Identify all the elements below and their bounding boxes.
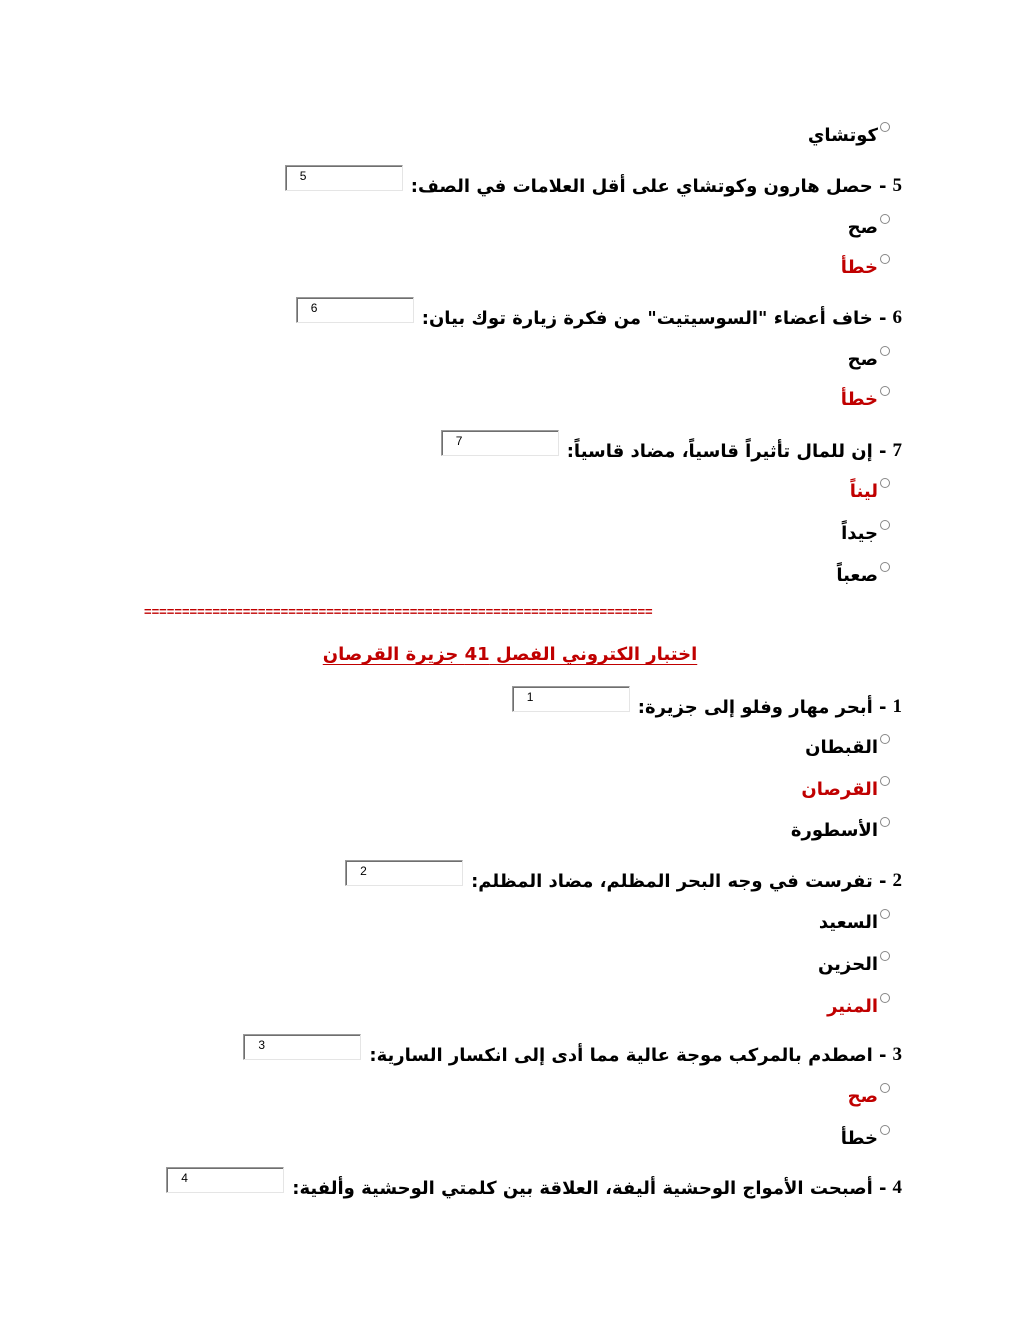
option-alqubtan[interactable] [805,734,890,760]
answer-input[interactable]: 3 [243,1034,361,1060]
answer-input[interactable]: 5 [285,165,403,191]
option-alustura[interactable] [791,817,890,843]
radio-button-icon[interactable] [880,386,890,396]
question-number: 5 [892,175,902,196]
section-title: اختبار الكتروني الفصل 41 جزيرة القرصان [322,644,698,665]
question-text: - إن للمال تأثيراً قاسياً، مضاد قاسياً: [566,440,887,462]
option-alqursan[interactable] [801,776,890,802]
question-number: 3 [892,1044,902,1065]
radio-button-icon[interactable] [880,254,890,264]
answer-input[interactable]: 4 [166,1167,284,1193]
option-saban[interactable] [836,562,890,588]
question-number: 2 [892,870,902,891]
question-text: - خاف أعضاء "السوسيتيت" من فكرة زيارة توك بيان: [421,307,887,329]
radio-button-icon[interactable] [880,993,890,1003]
option-label: جيداً [841,522,878,544]
radio-button-icon[interactable] [880,122,890,132]
question-1 [512,692,902,722]
separator-line: =================================================================== [144,604,653,619]
radio-button-icon[interactable] [880,1083,890,1093]
radio-button-icon[interactable] [880,909,890,919]
question-text: - تفرست في وجه البحر المظلم، مضاد المظلم: [471,870,887,892]
option-alsaeed[interactable] [819,909,890,935]
radio-button-icon[interactable] [880,817,890,827]
option-almuneer[interactable] [827,993,890,1019]
option-label: خطأ [840,256,878,278]
option-label: صح [847,348,878,370]
question-7 [441,436,902,466]
radio-button-icon[interactable] [880,1125,890,1135]
option-label: القبطان [805,736,878,758]
answer-input[interactable]: 2 [345,860,463,886]
question-2 [345,866,902,896]
question-5 [285,171,902,201]
option-khata[interactable] [841,1125,890,1151]
option-khata[interactable] [841,386,890,412]
option-label: كوتشاي [807,124,878,146]
option-label: صح [847,216,878,238]
radio-button-icon[interactable] [880,346,890,356]
radio-button-icon[interactable] [880,520,890,530]
question-number: 4 [892,1177,902,1198]
option-label: السعيد [818,911,878,933]
option-label: صعباً [836,564,878,586]
radio-button-icon[interactable] [880,478,890,488]
option-label: المنير [827,995,878,1017]
answer-input[interactable]: 1 [512,686,630,712]
question-number: 6 [892,307,902,328]
option-label: الحزين [817,953,878,975]
question-6 [296,303,902,333]
radio-button-icon[interactable] [880,734,890,744]
option-sah[interactable] [848,1083,890,1109]
option-kotshay[interactable] [808,122,890,148]
question-text: - حصل هارون وكوتشاي على أقل العلامات في الصف: [410,175,887,197]
answer-input[interactable]: 6 [296,297,414,323]
answer-input[interactable]: 7 [441,430,559,456]
option-jayyidan[interactable] [841,520,890,546]
radio-button-icon[interactable] [880,776,890,786]
question-4 [166,1173,902,1203]
option-label: خطأ [840,1127,878,1149]
radio-button-icon[interactable] [880,214,890,224]
question-text: - أبحر مهار وفلو إلى جزيرة: [637,696,887,718]
option-label: الأسطورة [790,819,878,841]
option-label: القرصان [801,778,878,800]
question-text: - أصبحت الأمواج الوحشية أليفة، العلاقة بين كلمتي الوحشية وألفية: [292,1177,887,1199]
option-khata[interactable] [841,254,890,280]
question-number: 1 [892,696,902,717]
option-alhazeen[interactable] [818,951,890,977]
question-3 [243,1040,902,1070]
radio-button-icon[interactable] [880,951,890,961]
option-sah[interactable] [848,346,890,372]
option-label: صح [847,1085,878,1107]
question-text: - اصطدم بالمركب موجة عالية مما أدى إلى انكسار السارية: [369,1044,887,1066]
question-number: 7 [892,440,902,461]
radio-button-icon[interactable] [880,562,890,572]
option-label: ليناً [849,480,878,502]
option-layyinan[interactable] [850,478,890,504]
option-sah[interactable] [848,214,890,240]
option-label: خطأ [840,388,878,410]
